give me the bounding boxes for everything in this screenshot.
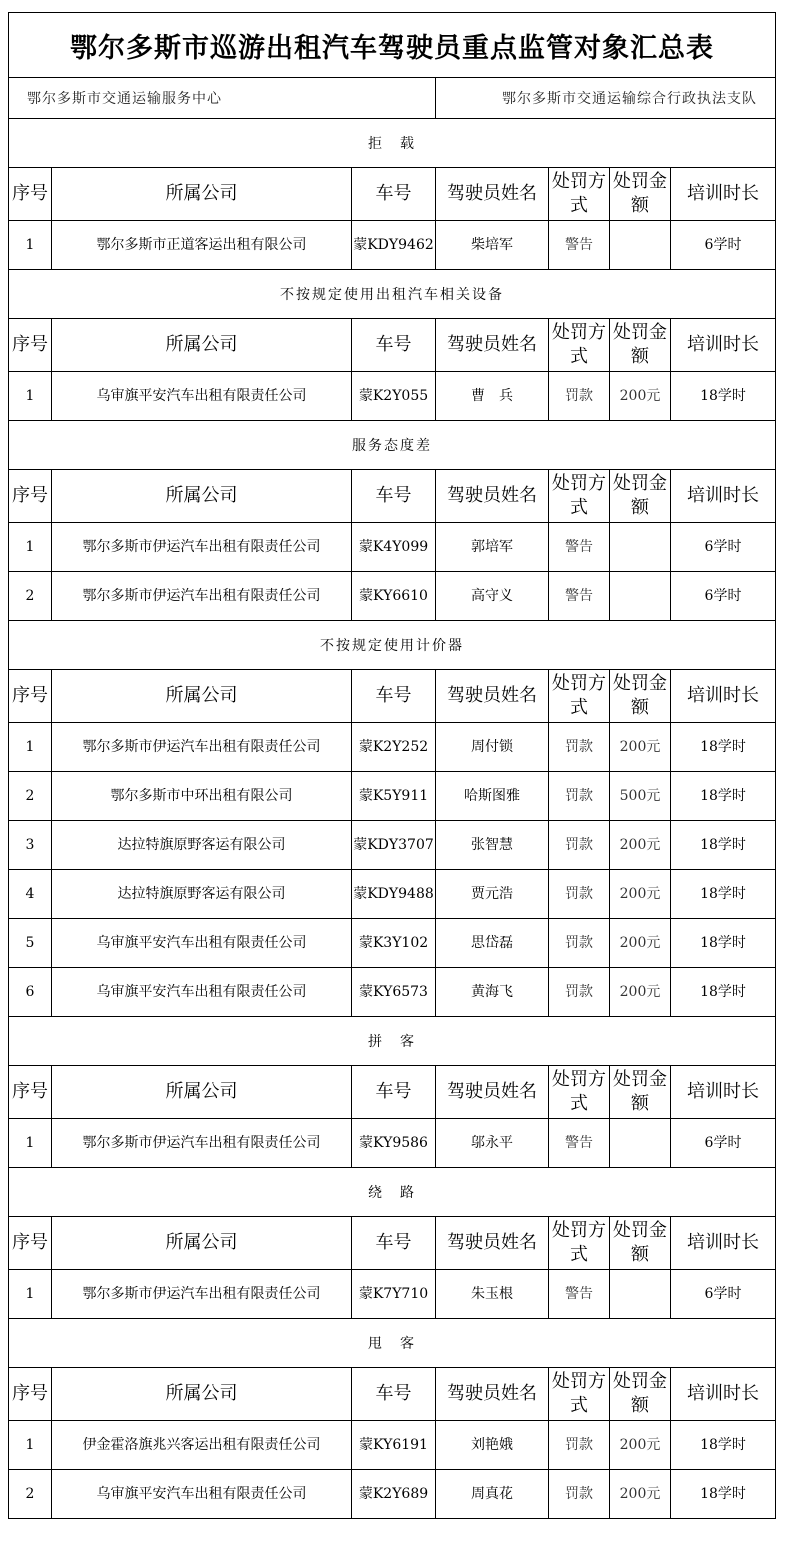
section-row — [9, 1168, 776, 1217]
column-header-training: 培训时长 — [671, 470, 776, 523]
column-header-training: 培训时长 — [671, 168, 776, 221]
column-header-company: 所属公司 — [52, 168, 352, 221]
section-title: 服务态度差 — [9, 421, 776, 470]
column-header-training: 培训时长 — [671, 1368, 776, 1421]
cell-driver: 朱玉根 — [436, 1270, 549, 1319]
column-header-seq: 序号 — [9, 1217, 52, 1270]
column-header-driver: 驾驶员姓名 — [436, 1217, 549, 1270]
column-header-seq: 序号 — [9, 168, 52, 221]
section-row — [9, 119, 776, 168]
column-header-driver: 驾驶员姓名 — [436, 319, 549, 372]
column-header-method: 处罚方式 — [549, 470, 610, 523]
table-row — [9, 572, 776, 621]
column-header-training: 培训时长 — [671, 1217, 776, 1270]
cell-amount: 200元 — [610, 870, 671, 919]
column-header-driver: 驾驶员姓名 — [436, 670, 549, 723]
column-header-company: 所属公司 — [52, 319, 352, 372]
header-row — [9, 670, 776, 723]
header-row — [9, 1066, 776, 1119]
cell-method: 警告 — [549, 1270, 610, 1319]
cell-amount: 500元 — [610, 772, 671, 821]
cell-company: 鄂尔多斯市中环出租有限公司 — [52, 772, 352, 821]
section-title: 不按规定使用计价器 — [9, 621, 776, 670]
cell-driver: 柴培军 — [436, 221, 549, 270]
cell-company: 乌审旗平安汽车出租有限责任公司 — [52, 919, 352, 968]
cell-training: 6学时 — [671, 1119, 776, 1168]
cell-seq: 1 — [9, 523, 52, 572]
column-header-training: 培训时长 — [671, 670, 776, 723]
column-header-seq: 序号 — [9, 470, 52, 523]
column-header-plate: 车号 — [352, 319, 436, 372]
header-row — [9, 319, 776, 372]
column-header-plate: 车号 — [352, 470, 436, 523]
header-row — [9, 470, 776, 523]
cell-seq: 2 — [9, 572, 52, 621]
cell-method: 罚款 — [549, 372, 610, 421]
cell-method: 罚款 — [549, 870, 610, 919]
section-title: 甩 客 — [9, 1319, 776, 1368]
cell-amount: 200元 — [610, 1470, 671, 1519]
section-row — [9, 1319, 776, 1368]
cell-method: 警告 — [549, 1119, 610, 1168]
column-header-amount: 处罚金额 — [610, 670, 671, 723]
cell-plate: 蒙K2Y055 — [352, 372, 436, 421]
cell-amount: 200元 — [610, 1421, 671, 1470]
cell-driver: 贾元浩 — [436, 870, 549, 919]
cell-driver: 高守义 — [436, 572, 549, 621]
column-header-method: 处罚方式 — [549, 1217, 610, 1270]
column-header-seq: 序号 — [9, 670, 52, 723]
issuing-org-right: 鄂尔多斯市交通运输综合行政执法支队 — [436, 78, 776, 119]
cell-training: 18学时 — [671, 870, 776, 919]
cell-plate: 蒙K5Y911 — [352, 772, 436, 821]
cell-training: 18学时 — [671, 821, 776, 870]
cell-method: 警告 — [549, 221, 610, 270]
column-header-amount: 处罚金额 — [610, 319, 671, 372]
column-header-method: 处罚方式 — [549, 168, 610, 221]
summary-table — [8, 12, 776, 1519]
table-row — [9, 1119, 776, 1168]
cell-company: 达拉特旗原野客运有限公司 — [52, 870, 352, 919]
column-header-amount: 处罚金额 — [610, 168, 671, 221]
column-header-company: 所属公司 — [52, 470, 352, 523]
table-row — [9, 870, 776, 919]
cell-plate: 蒙KY9586 — [352, 1119, 436, 1168]
column-header-plate: 车号 — [352, 1066, 436, 1119]
cell-plate: 蒙K4Y099 — [352, 523, 436, 572]
cell-driver: 周付锁 — [436, 723, 549, 772]
header-row — [9, 1217, 776, 1270]
cell-driver: 刘艳娥 — [436, 1421, 549, 1470]
cell-company: 鄂尔多斯市伊运汽车出租有限责任公司 — [52, 723, 352, 772]
cell-seq: 5 — [9, 919, 52, 968]
header-row — [9, 1368, 776, 1421]
cell-driver: 张智慧 — [436, 821, 549, 870]
column-header-training: 培训时长 — [671, 319, 776, 372]
column-header-method: 处罚方式 — [549, 1066, 610, 1119]
cell-plate: 蒙KDY9488 — [352, 870, 436, 919]
cell-plate: 蒙K2Y252 — [352, 723, 436, 772]
cell-method: 警告 — [549, 523, 610, 572]
section-row — [9, 1017, 776, 1066]
column-header-company: 所属公司 — [52, 1217, 352, 1270]
cell-amount: 200元 — [610, 372, 671, 421]
column-header-driver: 驾驶员姓名 — [436, 1066, 549, 1119]
issuing-org-left: 鄂尔多斯市交通运输服务中心 — [9, 78, 436, 119]
table-row — [9, 821, 776, 870]
cell-training: 6学时 — [671, 1270, 776, 1319]
cell-training: 18学时 — [671, 968, 776, 1017]
cell-method: 罚款 — [549, 1470, 610, 1519]
cell-amount: 200元 — [610, 821, 671, 870]
column-header-driver: 驾驶员姓名 — [436, 1368, 549, 1421]
cell-seq: 4 — [9, 870, 52, 919]
table-row — [9, 968, 776, 1017]
table-row — [9, 919, 776, 968]
summary-sheet — [8, 12, 775, 1519]
cell-seq: 1 — [9, 1119, 52, 1168]
cell-plate: 蒙KDY3707 — [352, 821, 436, 870]
column-header-driver: 驾驶员姓名 — [436, 470, 549, 523]
column-header-driver: 驾驶员姓名 — [436, 168, 549, 221]
table-row — [9, 1270, 776, 1319]
cell-company: 鄂尔多斯市正道客运出租有限公司 — [52, 221, 352, 270]
cell-company: 鄂尔多斯市伊运汽车出租有限责任公司 — [52, 572, 352, 621]
cell-driver: 曹 兵 — [436, 372, 549, 421]
cell-plate: 蒙KY6610 — [352, 572, 436, 621]
cell-plate: 蒙K2Y689 — [352, 1470, 436, 1519]
cell-seq: 2 — [9, 772, 52, 821]
column-header-amount: 处罚金额 — [610, 470, 671, 523]
cell-company: 乌审旗平安汽车出租有限责任公司 — [52, 968, 352, 1017]
section-row — [9, 421, 776, 470]
cell-training: 6学时 — [671, 523, 776, 572]
cell-driver: 思岱磊 — [436, 919, 549, 968]
cell-driver: 黄海飞 — [436, 968, 549, 1017]
cell-company: 鄂尔多斯市伊运汽车出租有限责任公司 — [52, 523, 352, 572]
cell-company: 鄂尔多斯市伊运汽车出租有限责任公司 — [52, 1119, 352, 1168]
cell-seq: 1 — [9, 1421, 52, 1470]
cell-training: 6学时 — [671, 221, 776, 270]
cell-training: 18学时 — [671, 919, 776, 968]
section-row — [9, 270, 776, 319]
cell-seq: 3 — [9, 821, 52, 870]
section-title: 拒 载 — [9, 119, 776, 168]
column-header-seq: 序号 — [9, 1066, 52, 1119]
section-title: 拼 客 — [9, 1017, 776, 1066]
cell-method: 罚款 — [549, 723, 610, 772]
page-title: 鄂尔多斯市巡游出租汽车驾驶员重点监管对象汇总表 — [9, 13, 776, 78]
column-header-company: 所属公司 — [52, 1066, 352, 1119]
cell-plate: 蒙KY6191 — [352, 1421, 436, 1470]
cell-training: 18学时 — [671, 1470, 776, 1519]
cell-method: 罚款 — [549, 821, 610, 870]
cell-amount: 200元 — [610, 968, 671, 1017]
column-header-amount: 处罚金额 — [610, 1066, 671, 1119]
cell-company: 乌审旗平安汽车出租有限责任公司 — [52, 1470, 352, 1519]
section-title: 绕 路 — [9, 1168, 776, 1217]
cell-training: 6学时 — [671, 572, 776, 621]
cell-driver: 哈斯图雅 — [436, 772, 549, 821]
column-header-company: 所属公司 — [52, 670, 352, 723]
table-row — [9, 372, 776, 421]
column-header-amount: 处罚金额 — [610, 1217, 671, 1270]
column-header-training: 培训时长 — [671, 1066, 776, 1119]
cell-seq: 1 — [9, 372, 52, 421]
cell-amount: 200元 — [610, 723, 671, 772]
cell-company: 鄂尔多斯市伊运汽车出租有限责任公司 — [52, 1270, 352, 1319]
cell-training: 18学时 — [671, 723, 776, 772]
cell-driver: 周真花 — [436, 1470, 549, 1519]
cell-seq: 1 — [9, 723, 52, 772]
cell-training: 18学时 — [671, 372, 776, 421]
table-row — [9, 1470, 776, 1519]
column-header-method: 处罚方式 — [549, 1368, 610, 1421]
column-header-plate: 车号 — [352, 670, 436, 723]
cell-method: 警告 — [549, 572, 610, 621]
cell-seq: 1 — [9, 221, 52, 270]
cell-seq: 2 — [9, 1470, 52, 1519]
column-header-method: 处罚方式 — [549, 319, 610, 372]
table-row — [9, 523, 776, 572]
cell-amount — [610, 523, 671, 572]
column-header-method: 处罚方式 — [549, 670, 610, 723]
cell-driver: 邬永平 — [436, 1119, 549, 1168]
section-row — [9, 621, 776, 670]
cell-method: 罚款 — [549, 772, 610, 821]
cell-company: 达拉特旗原野客运有限公司 — [52, 821, 352, 870]
cell-amount: 200元 — [610, 919, 671, 968]
header-row — [9, 168, 776, 221]
column-header-company: 所属公司 — [52, 1368, 352, 1421]
cell-method: 罚款 — [549, 919, 610, 968]
table-row — [9, 1421, 776, 1470]
cell-method: 罚款 — [549, 1421, 610, 1470]
cell-method: 罚款 — [549, 968, 610, 1017]
cell-amount — [610, 1119, 671, 1168]
cell-driver: 郭培军 — [436, 523, 549, 572]
table-row — [9, 221, 776, 270]
column-header-seq: 序号 — [9, 319, 52, 372]
cell-amount — [610, 572, 671, 621]
cell-training: 18学时 — [671, 772, 776, 821]
table-row — [9, 772, 776, 821]
column-header-seq: 序号 — [9, 1368, 52, 1421]
cell-amount — [610, 221, 671, 270]
cell-plate: 蒙KDY9462 — [352, 221, 436, 270]
column-header-plate: 车号 — [352, 1368, 436, 1421]
cell-company: 乌审旗平安汽车出租有限责任公司 — [52, 372, 352, 421]
cell-plate: 蒙K3Y102 — [352, 919, 436, 968]
table-row — [9, 723, 776, 772]
cell-plate: 蒙K7Y710 — [352, 1270, 436, 1319]
cell-plate: 蒙KY6573 — [352, 968, 436, 1017]
cell-training: 18学时 — [671, 1421, 776, 1470]
cell-seq: 1 — [9, 1270, 52, 1319]
cell-company: 伊金霍洛旗兆兴客运出租有限责任公司 — [52, 1421, 352, 1470]
section-title: 不按规定使用出租汽车相关设备 — [9, 270, 776, 319]
column-header-plate: 车号 — [352, 168, 436, 221]
column-header-plate: 车号 — [352, 1217, 436, 1270]
column-header-amount: 处罚金额 — [610, 1368, 671, 1421]
cell-seq: 6 — [9, 968, 52, 1017]
cell-amount — [610, 1270, 671, 1319]
